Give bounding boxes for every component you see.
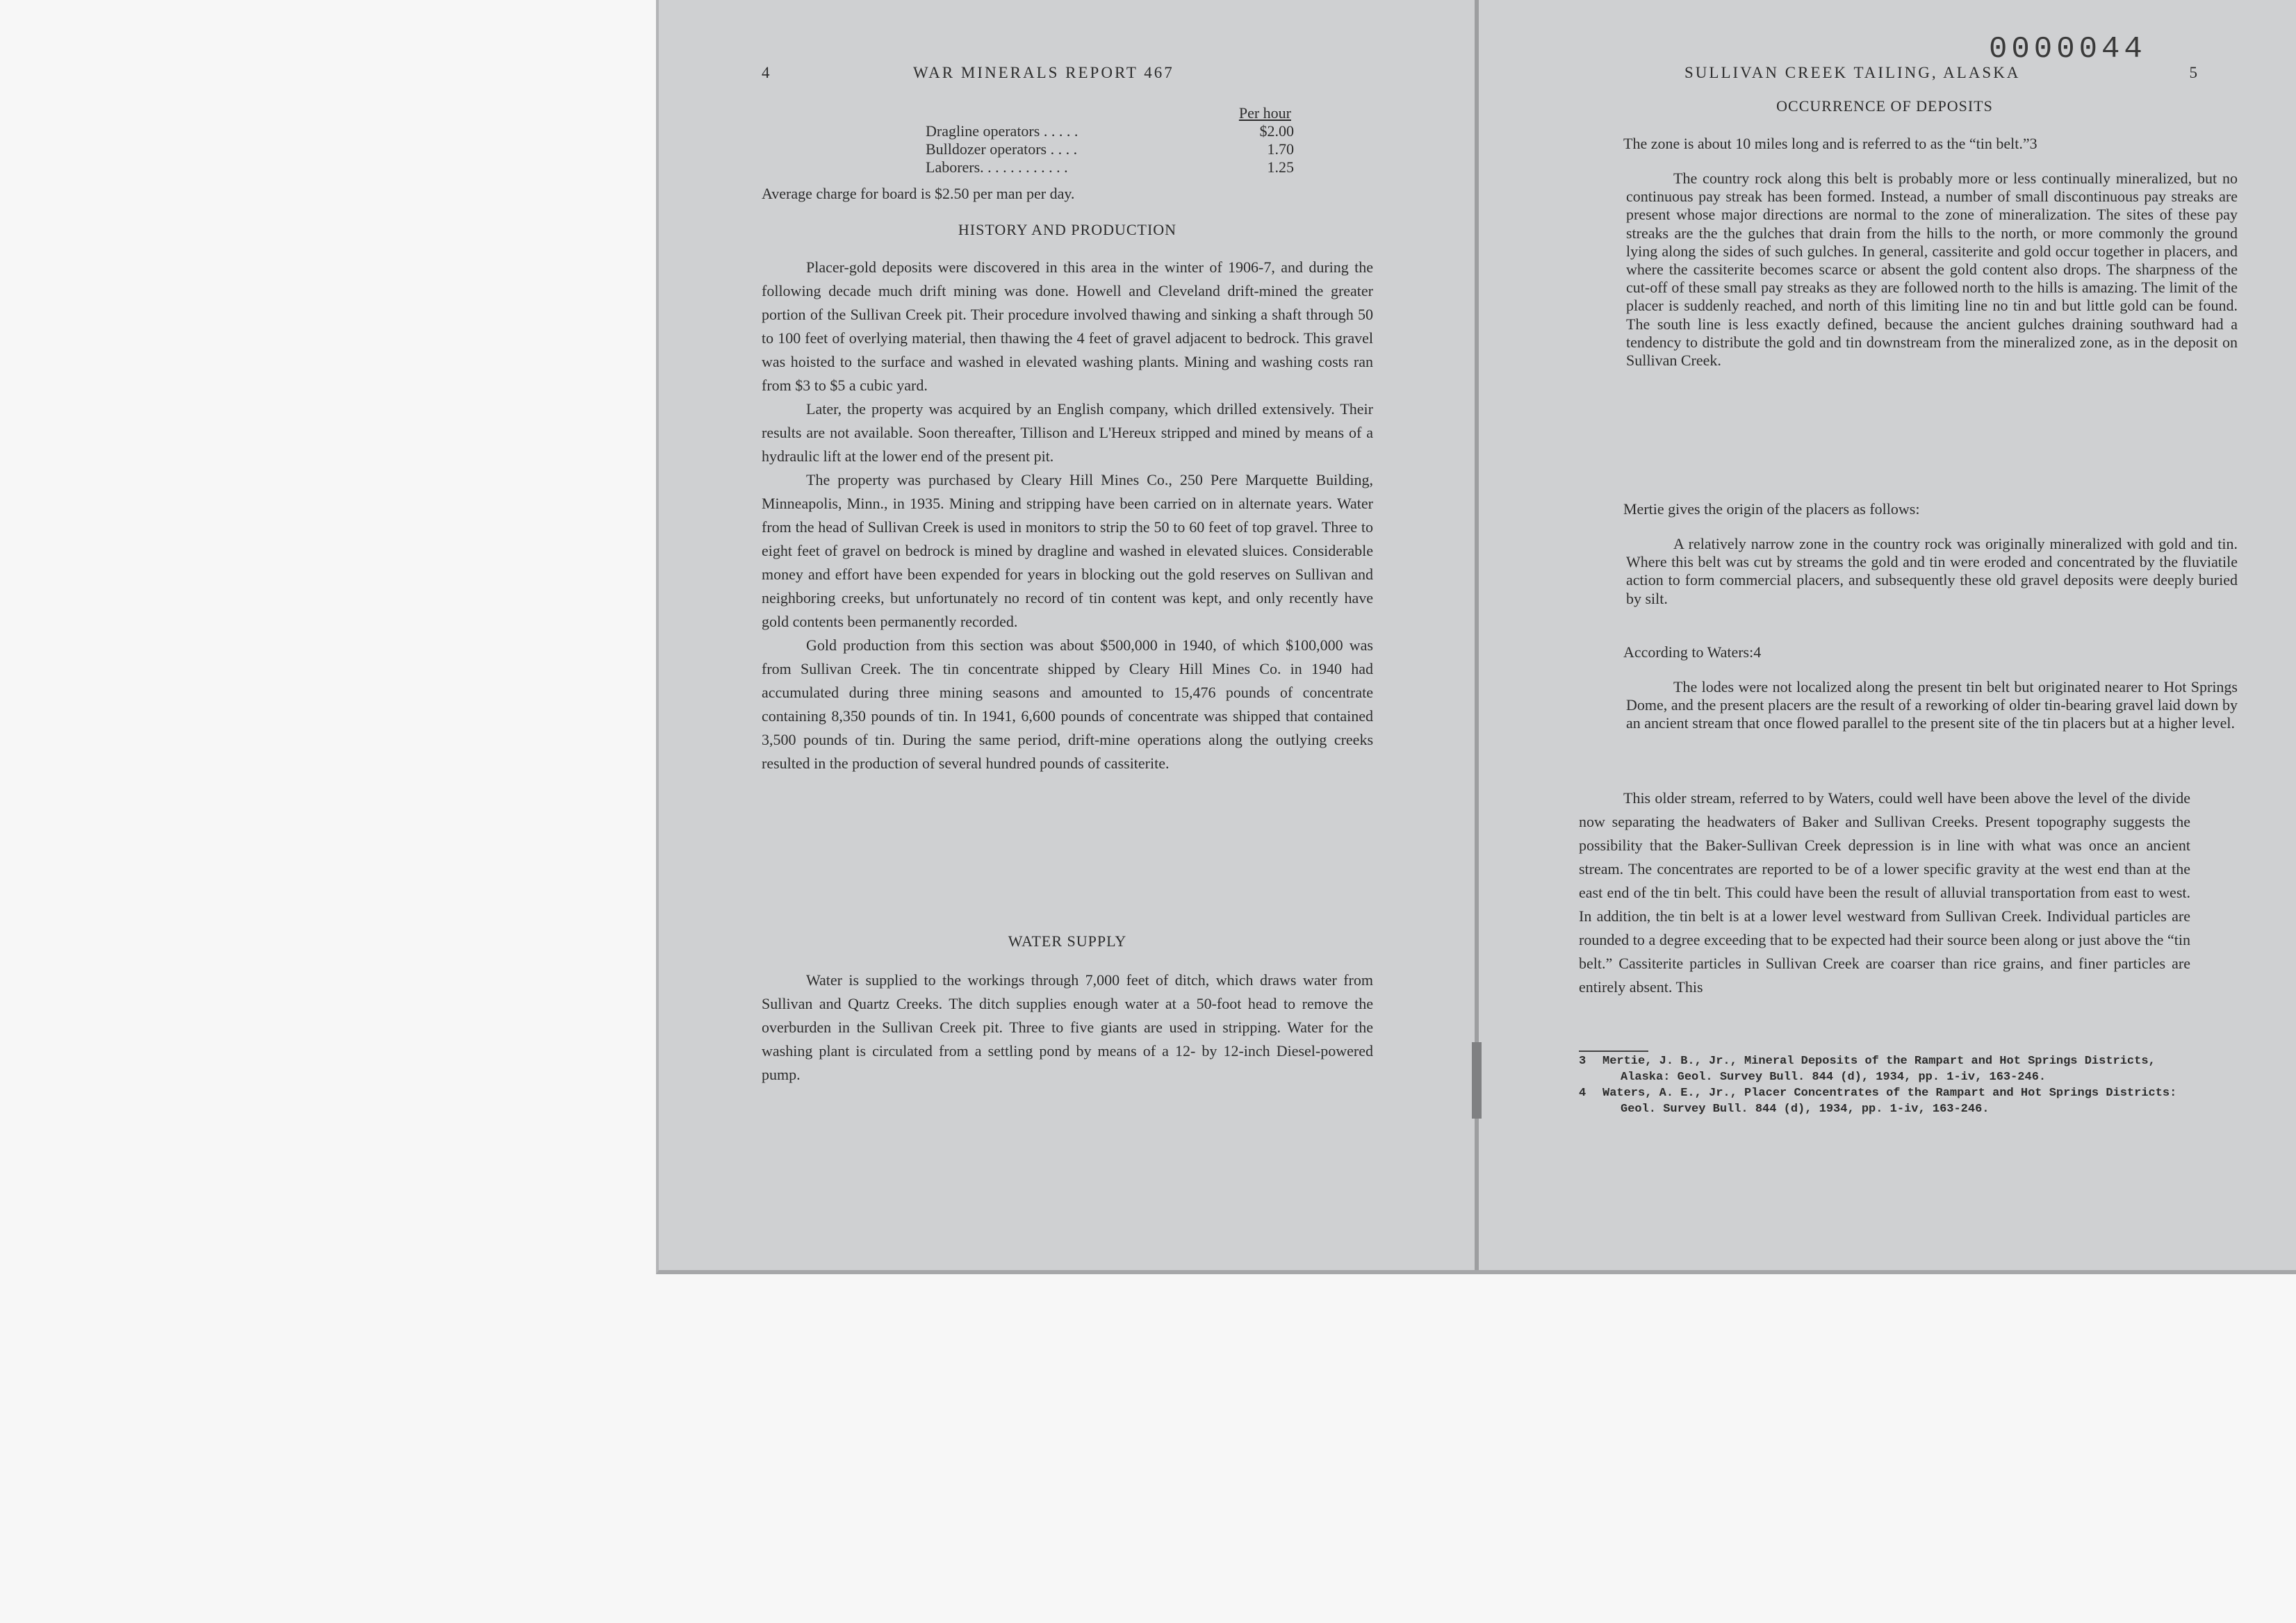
wage-column-header: Per hour — [1238, 104, 1291, 122]
left-running-head — [762, 64, 1373, 85]
mertie-intro-text: Mertie gives the origin of the placers as follows: — [1623, 500, 1920, 518]
occurrence-heading: OCCURRENCE OF DEPOSITS — [1776, 97, 1993, 115]
wage-label: Laborers. . . . . . . . . . . . — [926, 158, 1068, 176]
footnote — [1579, 1085, 2190, 1117]
footnote-mark: 4 — [1579, 1087, 1586, 1100]
wage-row — [926, 140, 1294, 158]
wage-rate: 1.25 — [1267, 158, 1294, 176]
quote-waters — [1579, 678, 2240, 733]
wage-row — [926, 158, 1294, 176]
board-note — [762, 182, 1373, 206]
right-running-title: SULLIVAN CREEK TAILING, ALASKA — [1684, 64, 2021, 81]
quote-mertie-description — [1579, 170, 2240, 370]
water-supply-paragraph: Water is supplied to the workings through 7,000 feet of ditch, which draws water from Sullivan and Quartz Creeks. The ditch supplies enough water at a 50-foot head to remove the overburden in the Sullivan Creek pit. Three to five giants are used in stripping. Water for the washing plant is circulated from a settling pond by means of a 12- by 12-inch Diesel-powered pump. — [762, 971, 1373, 1083]
mertie-intro — [1579, 497, 2190, 521]
intro-line — [1579, 132, 2190, 156]
closing-paragraph: This older stream, referred to by Waters, could well have been above the level of the divide now separating the headwaters of Baker and Sullivan Creeks. Present topography suggests the possibility that the Baker-Sullivan Creek depression is in line with what was once an ancient stream. The concentrates are reported to be of a lower specific gravity at the west end than at the east end of the tin belt. This could have been the result of alluvial transportation from east to west. In addition, the tin belt is at a lower level westward from Sullivan Creek. Individual particles are rounded to a degree exceeding that to be expected had their source been along or just above the “tin belt.” Cassiterite particles in Sullivan Creek are coarser than rice grains, and finer particles are entirely absent. This — [1579, 789, 2190, 996]
intro-line-text: The zone is about 10 miles long and is referred to as the “tin belt.”3 — [1623, 135, 2037, 152]
history-paragraph: Gold production from this section was about $500,000 in 1940, of which $100,000 was from Sullivan Creek. The tin concentrate shipped by Cleary Hill Mines Co. in 1940 had accumulated during three mining seasons and amounted to 15,476 pounds of concentrate containing 8,350 pounds of tin. In 1941, 6,600 pounds of concentrate was shipped that contained 3,500 pounds of tin. During the same period, drift-mine operations along the outlying creeks resulted in the production of several hundred pounds of cassiterite. — [762, 636, 1373, 772]
board-note-text: Average charge for board is $2.50 per man per day. — [762, 185, 1075, 202]
history-paragraph: Placer-gold deposits were discovered in this area in the winter of 1906-7, and during the following decade much drift mining was done. Howell and Cleveland drift-mined the greater portion of the Sullivan Creek pit. Their procedure involved thawing and sinking a shaft through 50 to 100 feet of overlying material, then thawing the 4 feet of gravel adjacent to bedrock. This gravel was hoisted to the surface and washed in elevated washing plants. Mining and washing costs ran from $3 to $5 a cubic yard. — [762, 258, 1373, 394]
footnote-mark: 3 — [1579, 1055, 1586, 1068]
right-page — [1579, 0, 2238, 1264]
footnote-text: Mertie, J. B., Jr., Mineral Deposits of the Rampart and Hot Springs Districts, Alaska: Geol. Survey Bull. 844 (d), 1934, pp. 1-iv, 163-246. — [1602, 1055, 2156, 1084]
right-page-number: 5 — [2189, 64, 2197, 81]
water-supply-section — [762, 969, 1373, 1087]
wage-rate: $2.00 — [1259, 122, 1294, 140]
footnote — [1579, 1053, 2190, 1085]
wage-label: Dragline operators . . . . . — [926, 122, 1079, 140]
left-page — [762, 0, 1373, 1264]
quote-mertie-origin — [1579, 535, 2240, 608]
quote-paragraph: The lodes were not localized along the present tin belt but originated nearer to Hot Springs Dome, and the present placers are the result of a reworking of older tin-bearing gravel laid down by an ancient stream that once flowed parallel to the present site of the tin placers but at a higher level. — [1626, 678, 2238, 732]
history-heading: HISTORY AND PRODUCTION — [958, 221, 1177, 238]
footnote-rule — [1579, 1051, 1648, 1052]
waters-intro-text: According to Waters:4 — [1623, 643, 1762, 661]
quote-paragraph: The country rock along this belt is probably more or less continually mineralized, but no continuous pay streak has been formed. Instead, a number of small discontinuous pay streaks are present whose major directions are normal to the zone of mineralization. The sites of these pay streaks are the the gulches that drain from the hills to the north, or more commonly the ground lying along the sides of such gulches. In general, cassiterite and gold occur together in placers, and where the cassiterite becomes scarce or absent the gold content also drops. The sharpness of the cut-off of these small pay streaks as they are followed north to the hills is amazing. The limit of the placer is suddenly reached, and north of this limiting line no tin and but little gold can be found. The south line is less exactly defined, because the ancient gulches draining southward had a tendency to distribute the gold and tin downstream from the mineralized zone, as in the deposit on Sullivan Creek. — [1626, 170, 2238, 370]
footnotes — [1579, 1051, 2190, 1117]
wage-row — [926, 122, 1294, 140]
footnote-text: Waters, A. E., Jr., Placer Concentrates of the Rampart and Hot Springs Districts: Geol. Survey Bull. 844 (d), 1934, pp. 1-iv, 163-246. — [1602, 1087, 2177, 1116]
binding-clip — [1472, 1042, 1482, 1119]
right-running-head — [1579, 64, 2197, 85]
quote-paragraph: A relatively narrow zone in the country rock was originally mineralized with gold and tin. Where this belt was cut by streams the gold and tin were eroded and concentrated by the fluviatile action to form commercial placers, and subsequently these old gravel deposits were deeply buried by silt. — [1626, 535, 2238, 607]
history-paragraph: The property was purchased by Cleary Hill Mines Co., 250 Pere Marquette Building, Minneapolis, Minn., in 1935. Mining and stripping have been carried on in alternate years. Water from the head of Sullivan Creek is used in monitors to strip the 50 to 60 feet of top gravel. Three to eight feet of gravel on bedrock is mined by dragline and washed in elevated sluices. Considerable money and effort have been expended for years in blocking out the gold reserves on Sullivan and neighboring creeks, but unfortunately no record of tin content was kept, and only recently have gold contents been permanently recorded. — [762, 471, 1373, 630]
document-stamp: 0000044 — [1989, 32, 2147, 67]
left-running-title: WAR MINERALS REPORT 467 — [913, 64, 1174, 81]
wage-table — [926, 104, 1294, 176]
closing-section — [1579, 786, 2190, 999]
waters-intro — [1579, 641, 2190, 664]
history-section — [762, 256, 1373, 775]
wage-label: Bulldozer operators . . . . — [926, 140, 1078, 158]
water-supply-heading: WATER SUPPLY — [1008, 932, 1127, 950]
wage-rate: 1.70 — [1267, 140, 1294, 158]
left-page-number: 4 — [762, 64, 770, 81]
history-paragraph: Later, the property was acquired by an English company, which drilled extensively. Their results are not available. Soon thereafter, Tillison and L'Hereux stripped and mined by means of a hydraulic lift at the lower end of the present pit. — [762, 400, 1373, 465]
